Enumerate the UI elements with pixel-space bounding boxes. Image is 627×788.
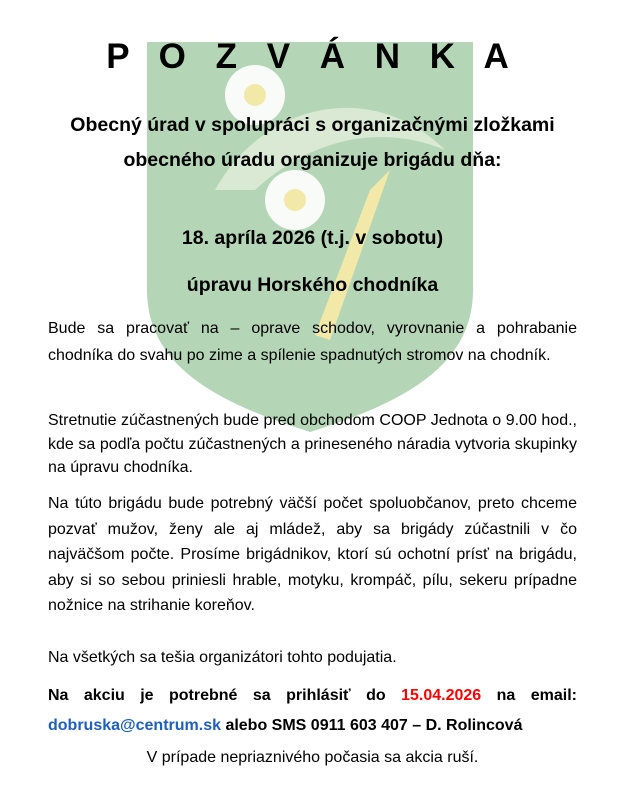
registration-info <box>48 681 577 741</box>
registration-deadline: 15.04.2026 <box>401 687 482 704</box>
email-link[interactable]: dobruska@centrum.sk <box>48 717 221 734</box>
document-title: P O Z V Á N K A <box>106 37 519 76</box>
weather-notice: V prípade nepriaznivého počasia sa akcia ruší. <box>146 749 479 766</box>
daisy-icon <box>265 170 325 230</box>
registration-lead: Na akciu je potrebné sa prihlásiť do <box>48 687 386 704</box>
work-description: Bude sa pracovať na – oprave schodov, vyrovnanie a pohrabanie chodníka do svahu po zime a spílenie spadnutých stromov na chodník. <box>48 320 577 364</box>
organizer-statement: Obecný úrad v spolupráci s organizačnými zložkami obecného úradu organizuje brigádu dňa: <box>70 114 555 171</box>
thanks-line: Na všetkých sa tešia organizátori tohto podujatia. <box>48 649 397 666</box>
registration-email-label: na email: <box>496 687 577 704</box>
event-date: 18. apríla 2026 (t.j. v sobotu) <box>181 227 444 249</box>
event-purpose: úpravu Horského chodníka <box>186 274 439 296</box>
meeting-info: Stretnutie zúčastnených bude pred obchodom COOP Jednota o 9.00 hod., kde sa podľa počtu zúčastnených a prineseného náradia vytvoria skupinky na úpravu chodníka. <box>48 412 577 476</box>
sms-contact: alebo SMS 0911 603 407 – D. Rolincová <box>225 717 523 734</box>
invite-paragraph: Na túto brigádu bude potrebný väčší počet spoluobčanov, preto chceme pozvať mužov, ženy ale aj mládež, aby sa brigády zúčastnili v čo najväčšom počte. Prosíme brigádnikov, ktorí sú ochotní prísť na brigádu, aby si so sebou priniesli hrable, motyku, krompáč, pílu, sekeru prípadne nožnice na strihanie koreňov. <box>48 495 577 614</box>
